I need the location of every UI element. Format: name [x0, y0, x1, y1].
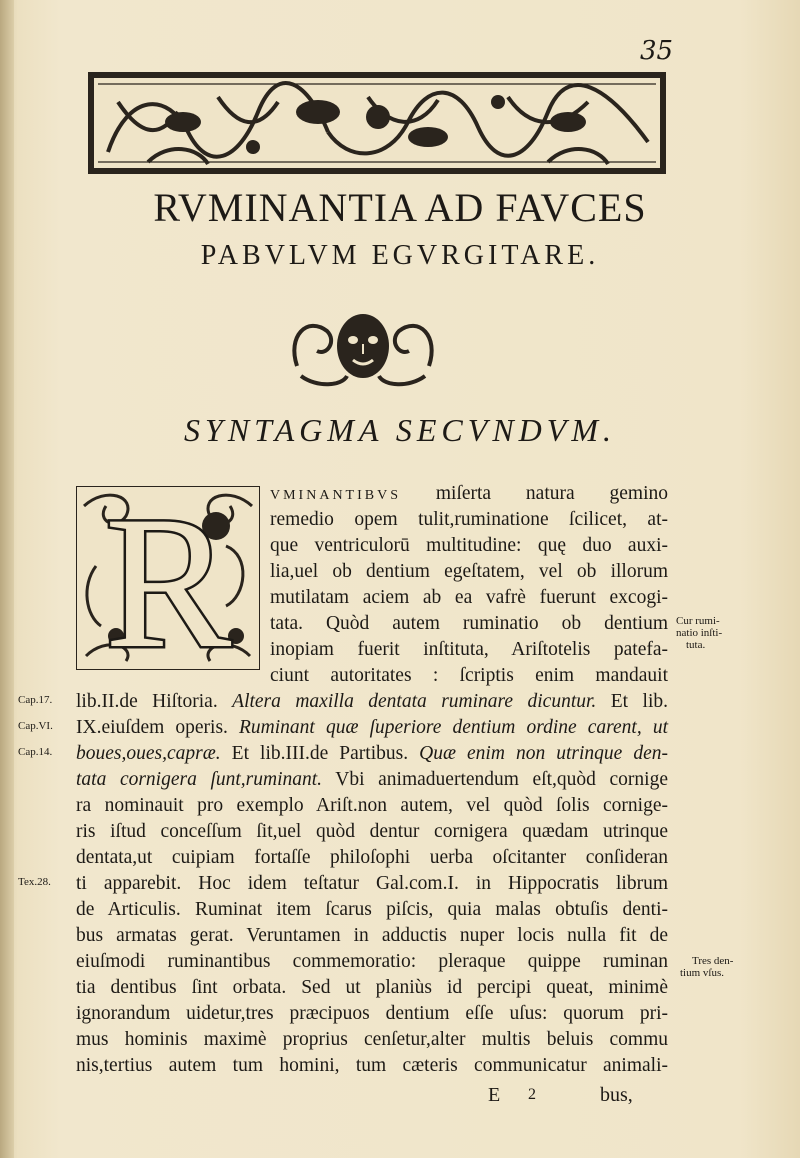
decorated-initial: [76, 486, 260, 670]
body-line-4: lia,uel ob dentium egeſtatem, vel ob illorum: [270, 561, 668, 582]
body-line-15: dentata,ut cuipiam fortaſſe philoſophi uerba oſcitanter conſideran: [76, 847, 668, 868]
margin-note-tres-dentium: Tres den- tium vſus.: [680, 955, 734, 979]
body-line-3: que ventriculorū multitudine: quę duo auxi-: [270, 535, 668, 556]
body-line-23: nis,tertius autem tum homini, tum cæteris communicatur animali-: [76, 1055, 668, 1076]
body-line-16: ti apparebit. Hoc idem teſtatur Gal.com.I. in Hippocratis librum: [76, 873, 668, 894]
body-line-12: tata cornigera ſunt,ruminant. Vbi animaduertendum eſt,quòd cornige: [76, 769, 668, 790]
page-number: 35: [640, 36, 674, 66]
dropcap-letter: R: [104, 486, 232, 670]
body-line-20: tia dentibus ſint orbata. Sed ut planiùs id percipi queat, minimè: [76, 977, 668, 998]
body-line-6: tata. Quòd autem ruminatio ob dentium: [270, 613, 668, 634]
body-line-14: ris iſtud conceſſum ſit,uel quòd dentur cornigera quædam utrinque: [76, 821, 668, 842]
body-line-13: ra nominauit pro exemplo Ariſt.non autem, vel quòd ſolis cornige-: [76, 795, 668, 816]
body-line-22: mus hominis maximè proprius cenſetur,alter multis beluis commu: [76, 1029, 668, 1050]
margin-ref-cap14: Cap.14.: [18, 746, 53, 758]
body-line-11: boues,oues,capræ. Et lib.III.de Partibus. Quæ enim non utrinque den-: [76, 743, 668, 764]
chapter-title-line1: RVMINANTIA AD FAVCES: [153, 185, 647, 230]
margin-note-ruminatio: Cur rumi- natio inſti- tuta.: [676, 615, 723, 651]
body-line-8: ciunt autoritates : ſcriptis enim mandauit: [270, 665, 668, 686]
signature-number: 2: [528, 1086, 536, 1103]
body-line-17: de Articulis. Ruminat item ſcarus piſcis, quia malas obtuſis denti-: [76, 899, 668, 920]
body-line-5: mutilatam aciem ab ea vafrè fuerunt excogi-: [270, 587, 668, 608]
catchword: bus,: [600, 1084, 633, 1106]
section-heading: SYNTAGMA SECVNDVM.: [184, 412, 616, 448]
margin-ref-cap17: Cap.17.: [18, 694, 53, 706]
body-line-19: eiuſmodi ruminantibus commemoratio: pleraque quippe ruminan: [76, 951, 668, 972]
body-line-2: remedio opem tulit,ruminatione ſcilicet, at-: [270, 509, 668, 530]
body-line-18: bus armatas gerat. Veruntamen in adductis nuper locis nulla fit de: [76, 925, 668, 946]
margin-ref-tex28: Tex.28.: [18, 876, 51, 888]
margin-ref-capvi: Cap.VI.: [18, 720, 53, 732]
body-line-21: ignorandum uidetur,tres præcipuos dentium eſſe uſus: quorum pri-: [76, 1003, 668, 1024]
page-gutter: [0, 0, 14, 1158]
body-line-7: inopiam fuerit inſtituta, Ariſtotelis patefa-: [270, 639, 668, 660]
chapter-title-line2: PABVLVM EGVRGITARE.: [200, 240, 600, 271]
signature-mark: E: [488, 1084, 501, 1106]
ornamental-headpiece: [88, 72, 666, 174]
body-line-9: lib.II.de Hiſtoria. Altera maxilla dentata ruminare dicuntur. Et lib.: [76, 691, 668, 712]
body-line-1: VMINANTIBVS miſerta natura gemino: [270, 483, 668, 504]
mask-ornament: [287, 306, 439, 390]
body-line-10: IX.eiuſdem operis. Ruminant quæ ſuperiore dentium ordine carent, ut: [76, 717, 668, 738]
